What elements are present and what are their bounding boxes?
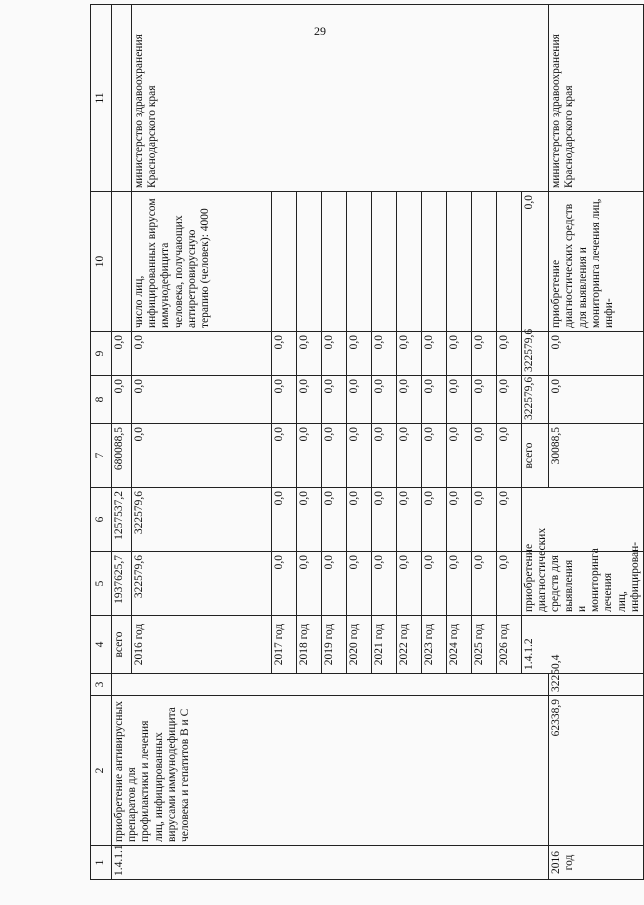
value-cell: 0,0 — [397, 424, 422, 488]
value-cell: 0,0 — [112, 332, 132, 376]
value-cell: 0,0 — [322, 424, 347, 488]
value-cell: 0,0 — [347, 552, 372, 616]
item-description: приобретение диагностических средств для выявления и мониторинга лечения лиц, инфицирован- — [522, 552, 644, 616]
value-cell: 0,0 — [372, 376, 397, 424]
value-cell: 0,0 — [447, 332, 472, 376]
header-row — [91, 5, 112, 880]
empty-cell — [297, 192, 322, 332]
value-cell: 0,0 — [549, 376, 644, 424]
value-cell: 0,0 — [422, 332, 447, 376]
value-cell: 0,0 — [372, 552, 397, 616]
period-label: всего — [112, 616, 132, 674]
col-header: 7 — [91, 424, 112, 488]
value-cell: 0,0 — [549, 332, 644, 376]
value-cell: 0,0 — [297, 424, 322, 488]
value-cell: 32250,4 — [549, 674, 644, 696]
empty-cell — [112, 5, 132, 192]
value-cell: 0,0 — [272, 488, 297, 552]
value-cell: 0,0 — [347, 376, 372, 424]
value-cell: 0,0 — [422, 488, 447, 552]
col-header: 11 — [91, 5, 112, 192]
value-cell: 30088,5 — [549, 424, 644, 488]
empty-cell — [112, 192, 132, 332]
rotated-table-wrapper — [90, 34, 641, 880]
empty-cell — [422, 192, 447, 332]
empty-cell — [372, 192, 397, 332]
value-cell: 0,0 — [132, 424, 272, 488]
value-cell: 0,0 — [397, 552, 422, 616]
item-code: 1.4.1.1 — [112, 846, 549, 880]
program-table — [90, 4, 644, 880]
value-cell: 0,0 — [272, 424, 297, 488]
value-cell: 0,0 — [397, 488, 422, 552]
empty-cell — [322, 192, 347, 332]
period-label: 2018 год — [297, 616, 322, 674]
value-cell: 0,0 — [322, 552, 347, 616]
value-cell: 322579,6 — [522, 376, 549, 424]
value-cell: 0,0 — [447, 488, 472, 552]
responsible-executor: министерство здравоохранения Краснодарского края — [132, 5, 549, 192]
period-label: 2016 год — [132, 616, 272, 674]
value-cell: 0,0 — [472, 332, 497, 376]
col-header: 1 — [91, 846, 112, 880]
empty-cell — [447, 192, 472, 332]
value-cell: 0,0 — [322, 488, 347, 552]
value-cell: 0,0 — [497, 424, 522, 488]
value-cell: 0,0 — [347, 488, 372, 552]
value-cell: 0,0 — [372, 332, 397, 376]
value-cell: 0,0 — [447, 376, 472, 424]
value-cell: 0,0 — [297, 332, 322, 376]
period-label: 2020 год — [347, 616, 372, 674]
value-cell: 0,0 — [297, 552, 322, 616]
value-cell: 0,0 — [372, 424, 397, 488]
value-cell: 0,0 — [472, 552, 497, 616]
item-code: 1.4.1.2 — [522, 616, 644, 674]
table-row — [549, 5, 644, 880]
value-cell: 0,0 — [447, 424, 472, 488]
period-label: 2021 год — [372, 616, 397, 674]
value-cell: 322579,6 — [132, 488, 272, 552]
value-cell: 0,0 — [522, 192, 549, 332]
value-cell: 0,0 — [297, 488, 322, 552]
empty-cell — [112, 674, 549, 696]
col-header: 5 — [91, 552, 112, 616]
empty-cell — [397, 192, 422, 332]
col-header: 4 — [91, 616, 112, 674]
value-cell: 0,0 — [322, 332, 347, 376]
value-cell: 0,0 — [272, 376, 297, 424]
value-cell: 0,0 — [422, 376, 447, 424]
value-cell: 0,0 — [472, 376, 497, 424]
value-cell: 62338,9 — [549, 696, 644, 846]
page-number: 29 — [314, 24, 326, 38]
col-header: 10 — [91, 192, 112, 332]
responsible-executor: министерство здравоохранения Краснодарского края — [549, 5, 644, 192]
value-cell: 0,0 — [322, 376, 347, 424]
value-cell: 0,0 — [112, 376, 132, 424]
period-label: 2023 год — [422, 616, 447, 674]
value-cell: 0,0 — [272, 552, 297, 616]
col-header: 8 — [91, 376, 112, 424]
empty-cell — [472, 192, 497, 332]
period-label: 2025 год — [472, 616, 497, 674]
value-cell: 0,0 — [132, 332, 272, 376]
col-header: 6 — [91, 488, 112, 552]
period-label: 2017 год — [272, 616, 297, 674]
value-cell: 0,0 — [297, 376, 322, 424]
period-label: 2024 год — [447, 616, 472, 674]
value-cell: 0,0 — [472, 424, 497, 488]
value-cell: 322579,6 — [132, 552, 272, 616]
empty-cell — [347, 192, 372, 332]
value-cell: 0,0 — [272, 332, 297, 376]
period-label: 2026 год — [497, 616, 522, 674]
value-cell: 0,0 — [422, 424, 447, 488]
col-header: 2 — [91, 696, 112, 846]
indicator-text: приобретение диагностических средств для выявления и мониторинга лечения лиц, инфи- — [549, 192, 644, 332]
value-cell: 0,0 — [472, 488, 497, 552]
value-cell: 0,0 — [422, 552, 447, 616]
value-cell: 0,0 — [497, 488, 522, 552]
value-cell: 1937625,7 — [112, 552, 132, 616]
indicator-text: число лиц, инфицированных вирусом иммунодефицита человека, получающих антиретровирусную терапию (человек): 4000 — [132, 192, 272, 332]
value-cell: 0,0 — [497, 376, 522, 424]
item-description: приобретение антивирусных препаратов для профилактики и лечения лиц, инфицированных вирусами иммунодефицита человека и гепатитов В и С — [112, 696, 549, 846]
value-cell: 0,0 — [397, 376, 422, 424]
value-cell: 0,0 — [372, 488, 397, 552]
value-cell: 1257537,2 — [112, 488, 132, 552]
value-cell: 0,0 — [347, 424, 372, 488]
value-cell: 0,0 — [397, 332, 422, 376]
table-row — [112, 5, 132, 880]
period-label: 2016 год — [549, 846, 644, 880]
value-cell: 0,0 — [497, 332, 522, 376]
value-cell: 680088,5 — [112, 424, 132, 488]
empty-cell — [497, 192, 522, 332]
col-header: 9 — [91, 332, 112, 376]
period-label: всего — [522, 424, 549, 488]
empty-cell — [272, 192, 297, 332]
col-header: 3 — [91, 674, 112, 696]
value-cell: 0,0 — [132, 376, 272, 424]
period-label: 2019 год — [322, 616, 347, 674]
value-cell: 0,0 — [497, 552, 522, 616]
period-label: 2022 год — [397, 616, 422, 674]
value-cell: 322579,6 — [522, 332, 549, 376]
value-cell: 0,0 — [347, 332, 372, 376]
value-cell: 0,0 — [447, 552, 472, 616]
